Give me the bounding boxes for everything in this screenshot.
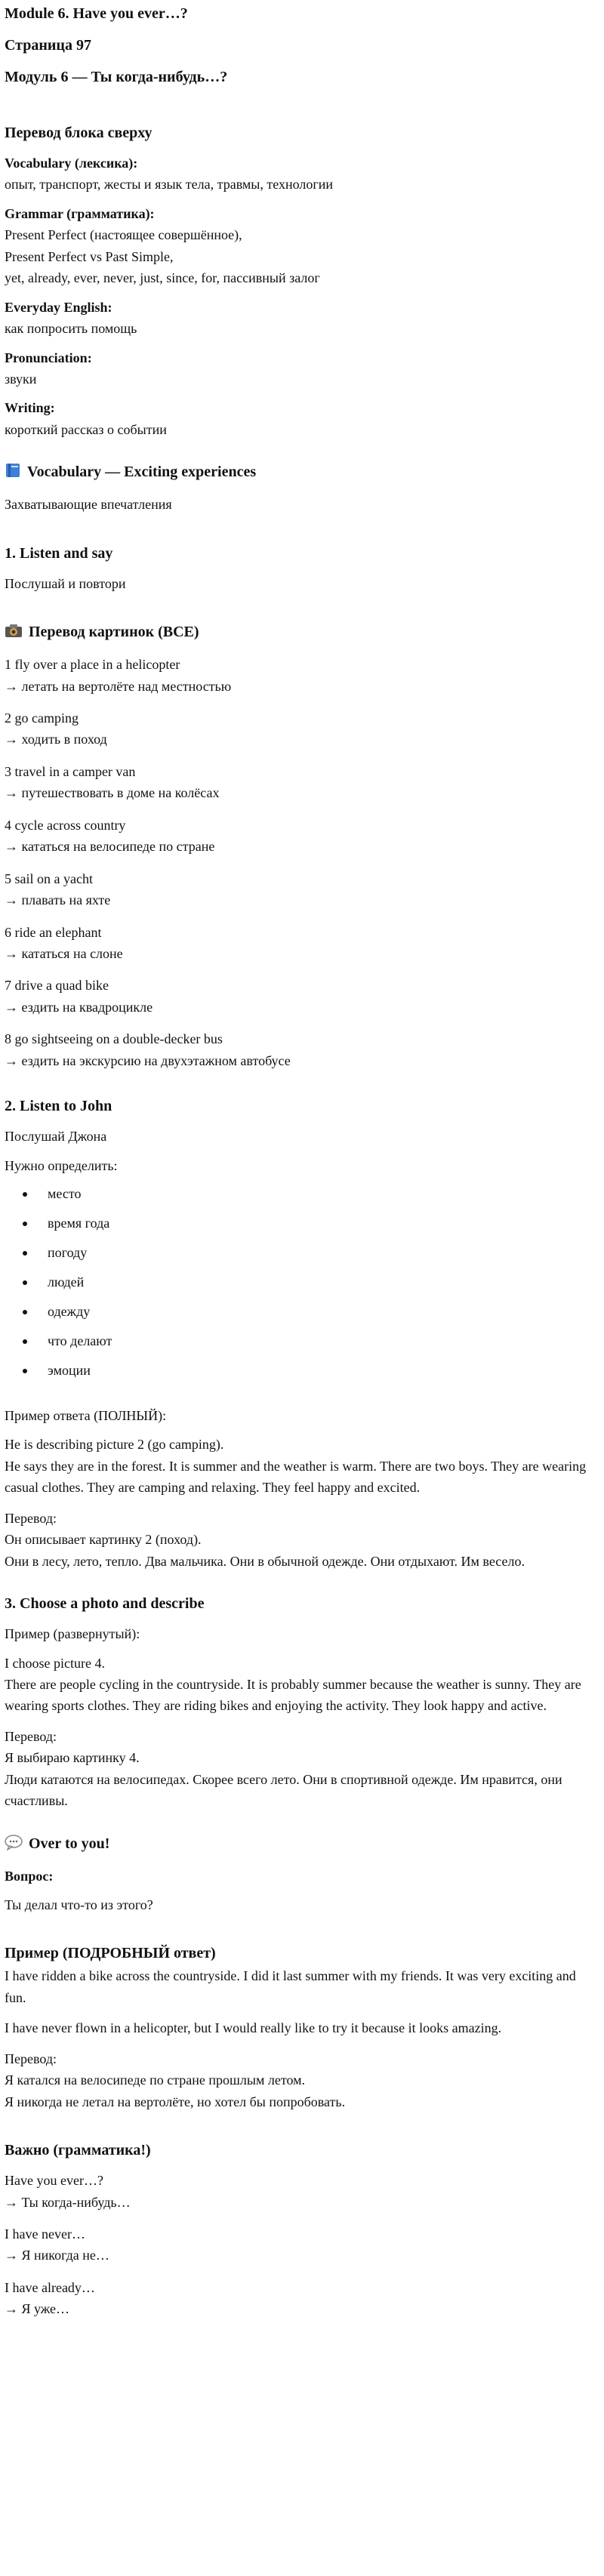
grammar-pair-ru: → Ты когда-нибудь…	[5, 2194, 131, 2210]
speech-bubble-icon	[5, 1834, 23, 1858]
vocab-section-title	[5, 460, 599, 486]
bullet-item: людей	[5, 1268, 599, 1297]
translation-line: Они в лесу, лето, тепло. Два мальчика. Они в обычной одежде. Они отдыхают. Им весело.	[5, 1553, 525, 1569]
list-item	[5, 761, 599, 804]
task2-bullet-list	[5, 1179, 599, 1385]
task3-line: There are people cycling in the countryside. It is probably summer because the weather is sunny. They are wearing sports clothes. They are riding bikes and enjoying the activity. They look happy and active.	[5, 1676, 581, 1714]
question-text: Ты делал что-то из этого?	[5, 1897, 153, 1912]
pictures-heading: Перевод картинок (ВСЕ)	[29, 624, 199, 641]
list-item	[5, 868, 599, 911]
module-title: Module 6. Have you ever…?	[5, 5, 188, 22]
bullet-item: погоду	[5, 1238, 599, 1268]
module-title-ru: Модуль 6 — Ты когда-нибудь…?	[5, 69, 228, 85]
translation-label: Перевод:	[5, 1510, 57, 1526]
item-ru: → ходить в поход	[5, 732, 107, 747]
example-answer: I have never flown in a helicopter, but I would really like to try it because it looks amazing.	[5, 2020, 502, 2036]
answer-label: Пример ответа (ПОЛНЫЙ):	[5, 1408, 167, 1423]
bullet-item: что делают	[5, 1327, 599, 1356]
answer-line: He says they are in the forest. It is summer and the weather is warm. There are two boys. They are wearing casual clothes. They are camping and relaxing. They feel happy and excited.	[5, 1458, 587, 1496]
grammar-line: Present Perfect vs Past Simple,	[5, 248, 174, 264]
vocab-section-heading: Vocabulary — Exciting experiences	[27, 464, 257, 481]
item-en: 4 cycle across country	[5, 817, 126, 833]
list-item	[5, 1028, 599, 1071]
grammar-label: Grammar (грамматика):	[5, 205, 155, 221]
task2-subtitle: Послушай Джона	[5, 1129, 107, 1145]
item-en: 7 drive a quad bike	[5, 978, 109, 994]
everyday-text: как попросить помощь	[5, 321, 137, 337]
book-icon	[5, 462, 21, 486]
translation-line: Он описывает картинку 2 (поход).	[5, 1532, 202, 1548]
answer-line: He is describing picture 2 (go camping).	[5, 1437, 224, 1453]
pictures-title	[5, 620, 599, 646]
example-answer: I have ridden a bike across the countryside. I did it last summer with my friends. It was very exciting and fun.	[5, 1968, 576, 2005]
item-ru: → кататься на слоне	[5, 945, 123, 961]
overview-title: Перевод блока сверху	[5, 125, 153, 141]
example-title: Пример (ПОДРОБНЫЙ ответ)	[5, 1945, 216, 1962]
item-en: 1 fly over a place in a helicopter	[5, 657, 180, 673]
bullet-item: одежду	[5, 1297, 599, 1327]
item-ru: → путешествовать в доме на колёсах	[5, 785, 220, 801]
grammar-pair	[5, 2170, 599, 2213]
pronunciation-label: Pronunciation:	[5, 350, 92, 365]
task3-example-label: Пример (развернутый):	[5, 1626, 140, 1642]
item-ru: → плавать на яхте	[5, 892, 111, 908]
grammar-line: Present Perfect (настоящее совершённое),	[5, 227, 242, 243]
camera-icon	[5, 622, 23, 646]
bullet-item: место	[5, 1179, 599, 1209]
over-title	[5, 1832, 599, 1858]
task3-line: I choose picture 4.	[5, 1655, 105, 1671]
writing-text: короткий рассказ о событии	[5, 421, 167, 437]
grammar-pair	[5, 2223, 599, 2266]
over-translation-line: Я катался на велосипеде по стране прошлым летом.	[5, 2072, 306, 2088]
item-en: 5 sail on a yacht	[5, 870, 93, 886]
question-label: Вопрос:	[5, 1868, 54, 1884]
item-ru: → ездить на квадроцикле	[5, 999, 153, 1015]
over-translation-label: Перевод:	[5, 2051, 57, 2066]
item-en: 2 go camping	[5, 710, 79, 726]
vocab-label: Vocabulary (лексика):	[5, 156, 138, 171]
item-ru: → ездить на экскурсию на двухэтажном автобусе	[5, 1052, 291, 1068]
task3-translation-line: Люди катаются на велосипедах. Скорее всего лето. Они в спортивной одежде. Им нравится, они счастливы.	[5, 1771, 562, 1809]
list-item	[5, 922, 599, 965]
grammar-note-title: Важно (грамматика!)	[5, 2142, 151, 2159]
over-translation-line: Я никогда не летал на вертолёте, но хотел бы попробовать.	[5, 2094, 346, 2109]
vocab-text: опыт, транспорт, жесты и язык тела, травмы, технологии	[5, 177, 334, 193]
page-number: Страница 97	[5, 37, 91, 54]
grammar-line: yet, already, ever, never, just, since, for, пассивный залог	[5, 270, 320, 286]
vocab-section-subtitle: Захватывающие впечатления	[5, 497, 172, 513]
list-item	[5, 815, 599, 858]
task2-title: 2. Listen to John	[5, 1098, 112, 1115]
item-en: 6 ride an elephant	[5, 924, 102, 940]
item-ru: → летать на вертолёте над местностью	[5, 678, 232, 694]
over-heading: Over to you!	[29, 1835, 110, 1852]
writing-label: Writing:	[5, 400, 55, 416]
bullet-item: эмоции	[5, 1356, 599, 1385]
task3-translation-label: Перевод:	[5, 1728, 57, 1744]
pronunciation-text: звуки	[5, 371, 37, 387]
task3-translation-line: Я выбираю картинку 4.	[5, 1750, 140, 1766]
everyday-label: Everyday English:	[5, 299, 112, 315]
grammar-pair-en: I have never…	[5, 2226, 85, 2242]
grammar-pair-ru: → Я никогда не…	[5, 2248, 109, 2263]
grammar-pair-en: I have already…	[5, 2279, 95, 2295]
task1-title: 1. Listen and say	[5, 544, 113, 562]
item-en: 8 go sightseeing on a double-decker bus	[5, 1031, 223, 1047]
list-item	[5, 707, 599, 750]
list-item	[5, 654, 599, 697]
grammar-pair-en: Have you ever…?	[5, 2173, 103, 2189]
grammar-pair	[5, 2277, 599, 2320]
item-en: 3 travel in a camper van	[5, 763, 136, 779]
task1-subtitle: Послушай и повтори	[5, 575, 126, 591]
task3-title: 3. Choose a photo and describe	[5, 1595, 205, 1613]
bullet-item: время года	[5, 1209, 599, 1238]
item-ru: → кататься на велосипеде по стране	[5, 839, 215, 855]
grammar-pair-ru: → Я уже…	[5, 2301, 69, 2317]
task2-need: Нужно определить:	[5, 1157, 118, 1173]
list-item	[5, 975, 599, 1018]
